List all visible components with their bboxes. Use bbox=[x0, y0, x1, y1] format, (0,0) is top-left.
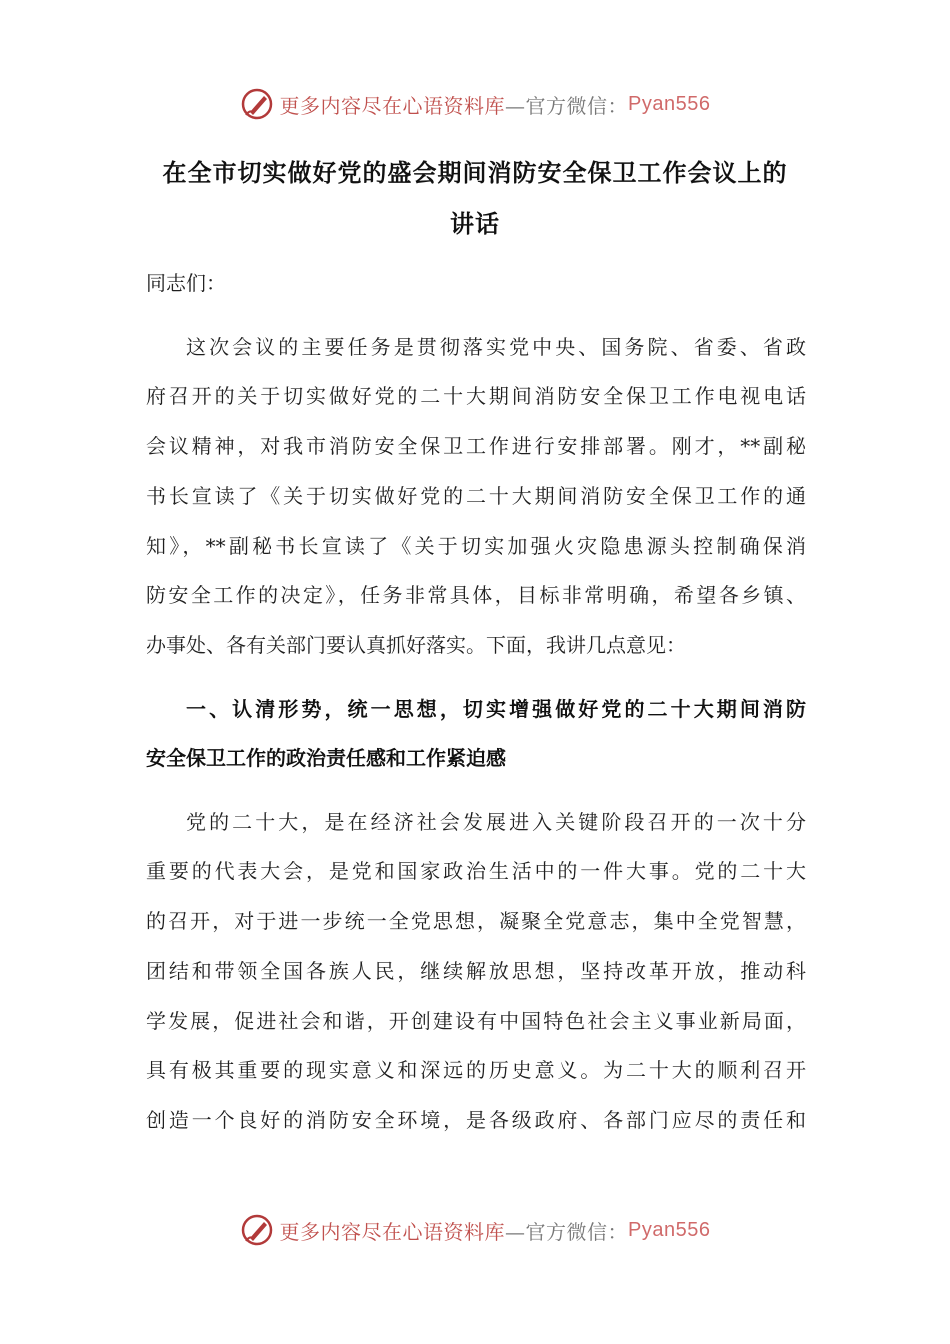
paragraph-1-line: 知》，**副秘书长宣读了《关于切实加强火灾隐患源头控制确保消 bbox=[146, 534, 806, 558]
pen-logo-icon bbox=[240, 87, 274, 121]
footer-banner bbox=[0, 1210, 950, 1250]
paragraph-2-line: 学发展，促进社会和谐，开创建设有中国特色社会主义事业新局面， bbox=[146, 1009, 806, 1033]
banner-wechat-label: —官方微信： bbox=[505, 93, 629, 118]
paragraph-1-line: 防安全工作的决定》，任务非常具体，目标非常明确，希望各乡镇、 bbox=[146, 583, 806, 607]
paragraph-2-line: 党的二十大，是在经济社会发展进入关键阶段召开的一次十分 bbox=[186, 810, 806, 834]
pen-logo-icon bbox=[240, 1213, 274, 1247]
paragraph-2-line: 重要的代表大会，是党和国家政治生活中的一件大事。党的二十大 bbox=[146, 859, 806, 883]
banner-wechat-id: Pyan556 bbox=[628, 92, 711, 115]
header-banner bbox=[0, 84, 950, 124]
paragraph-2-line: 具有极其重要的现实意义和深远的历史意义。为二十大的顺利召开 bbox=[146, 1058, 806, 1082]
banner-site-name: 更多内容尽在心语资料库 bbox=[279, 1219, 506, 1244]
document-title-line-1: 在全市切实做好党的盛会期间消防安全保卫工作会议上的 bbox=[162, 159, 788, 187]
paragraph-1-line: 办事处、各有关部门要认真抓好落实。下面，我讲几点意见： bbox=[146, 633, 686, 657]
banner-site-name: 更多内容尽在心语资料库 bbox=[279, 93, 506, 118]
paragraph-1-line: 会议精神，对我市消防安全保卫工作进行安排部署。刚才，**副秘 bbox=[146, 434, 806, 458]
paragraph-1-line: 这次会议的主要任务是贯彻落实党中央、国务院、省委、省政 bbox=[186, 335, 806, 359]
section-heading-line: 一、认清形势，统一思想，切实增强做好党的二十大期间消防 bbox=[186, 697, 806, 721]
salutation: 同志们： bbox=[146, 271, 226, 295]
paragraph-2-line: 创造一个良好的消防安全环境，是各级政府、各部门应尽的责任和 bbox=[146, 1108, 806, 1132]
paragraph-2-line: 的召开，对于进一步统一全党思想，凝聚全党意志，集中全党智慧， bbox=[146, 909, 806, 933]
paragraph-1-line: 书长宣读了《关于切实做好党的二十大期间消防安全保卫工作的通 bbox=[146, 484, 806, 508]
section-heading-line: 安全保卫工作的政治责任感和工作紧迫感 bbox=[146, 746, 506, 770]
document-title-line-2: 讲话 bbox=[450, 210, 500, 238]
banner-wechat-label: —官方微信： bbox=[505, 1219, 629, 1244]
paragraph-1-line: 府召开的关于切实做好党的二十大期间消防安全保卫工作电视电话 bbox=[146, 384, 806, 408]
paragraph-2-line: 团结和带领全国各族人民，继续解放思想，坚持改革开放，推动科 bbox=[146, 959, 806, 983]
banner-wechat-id: Pyan556 bbox=[628, 1218, 711, 1241]
